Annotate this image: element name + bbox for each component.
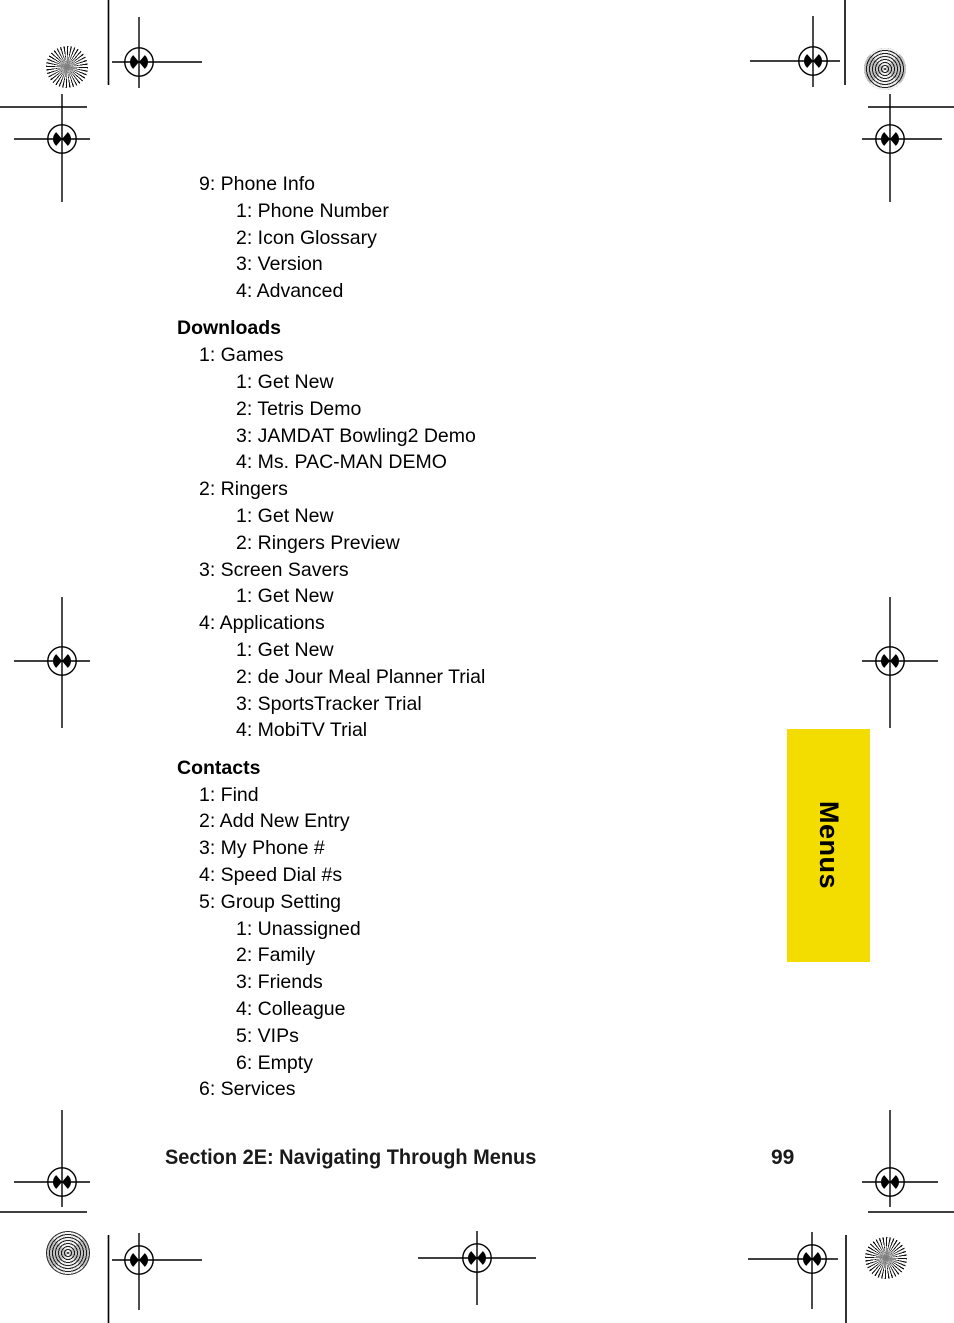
moire-circle-icon [864,48,906,90]
registration-mark-icon [418,1231,536,1305]
menu-item: 5: Group Setting [199,890,342,913]
registration-mark-icon [748,1232,838,1309]
menu-item: 4: Speed Dial #s [199,863,343,886]
menu-item: 2: Add New Entry [199,810,350,833]
starburst-icon [46,46,88,88]
registration-mark-icon [862,1110,938,1207]
registration-mark-icon [862,94,942,202]
menu-item: 2: Tetris Demo [236,397,362,420]
menu-item: 6: Empty [236,1051,313,1074]
menu-item: 1: Get New [236,371,334,394]
menu-item: 2: Icon Glossary [236,226,377,249]
menu-item: 1: Unassigned [236,917,361,940]
registration-mark-icon [862,597,938,728]
menu-item: 1: Get New [236,639,334,662]
footer-section-title: Section 2E: Navigating Through Menus [165,1146,537,1169]
menu-item: 4: Applications [199,612,325,635]
menu-item: 3: Friends [236,971,323,994]
menu-item: 5: VIPs [236,1024,299,1047]
chapter-tab-menus [787,729,870,962]
menu-item: 4: MobiTV Trial [236,719,368,742]
menu-item: 4: Ms. PAC-MAN DEMO [236,451,447,474]
menu-item: 3: JAMDAT Bowling2 Demo [236,424,476,447]
menu-item: 3: SportsTracker Trial [236,692,422,715]
menu-item: 1: Find [199,783,259,806]
menu-item: 2: Family [236,944,316,967]
registration-mark-icon [750,16,840,87]
menu-item: 3: Version [236,253,323,276]
menu-item: 4: Colleague [236,997,346,1020]
chapter-tab-label: Menus [814,801,844,890]
registration-mark-icon [14,1110,90,1207]
menu-heading: Downloads [177,317,282,340]
menu-item: 2: Ringers [199,478,288,501]
menu-item: 1: Games [199,344,284,367]
moire-circle-icon [46,1231,90,1275]
menu-item: 1: Get New [236,505,334,528]
registration-mark-icon [112,17,202,88]
menu-item: 9: Phone Info [199,173,316,195]
starburst-icon [865,1237,907,1279]
registration-mark-icon [112,1233,202,1310]
menu-item: 1: Get New [236,585,334,608]
menu-outline [0,171,760,1103]
menu-heading: Contacts [177,756,261,779]
menu-item: 2: de Jour Meal Planner Trial [236,665,486,688]
footer-page-number: 99 [771,1146,795,1169]
menu-item: 3: Screen Savers [199,558,349,581]
menu-item: 4: Advanced [236,280,344,303]
menu-item: 1: Phone Number [236,199,389,222]
menu-item: 2: Ringers Preview [236,531,400,554]
menu-item: 3: My Phone # [199,837,325,860]
menu-item: 6: Services [199,1078,296,1101]
